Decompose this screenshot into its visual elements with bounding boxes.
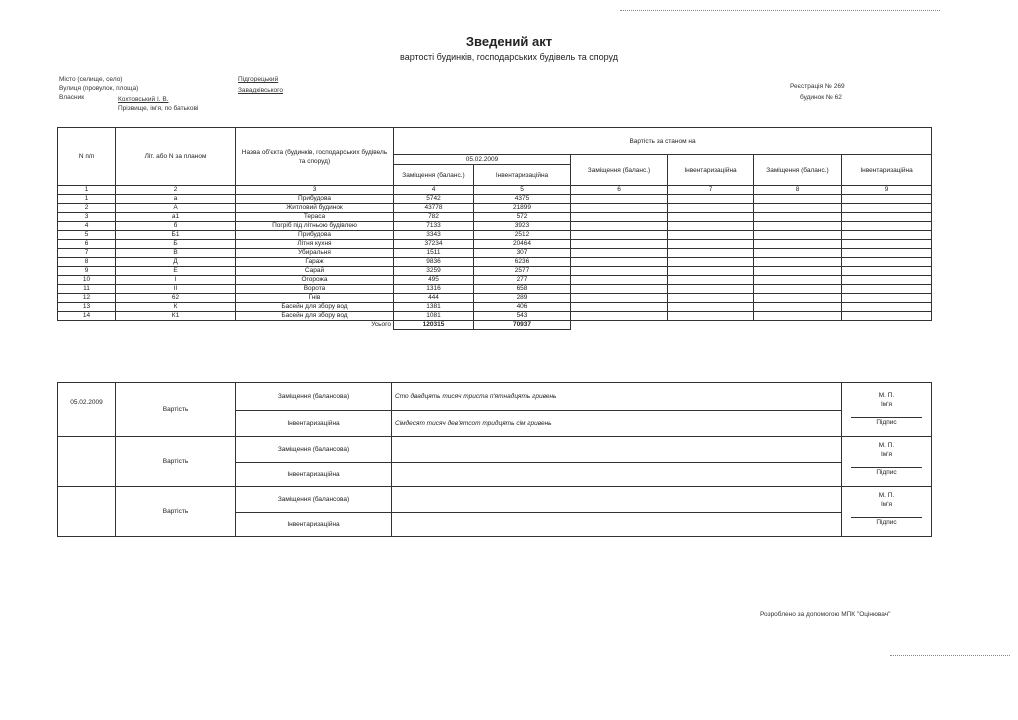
row-number: 11 [58,285,116,294]
footer-note: Розроблено за допомогою МПК "Оцінювач" [760,611,891,618]
row-empty-cell [842,195,932,204]
row-empty-cell [842,258,932,267]
row-replacement: 1316 [394,285,474,294]
row-letter: ІІ [116,285,236,294]
row-replacement: 3343 [394,231,474,240]
row-letter: Е [116,267,236,276]
building-number: будинок № 62 [800,94,842,101]
row-inventory: 2577 [474,267,571,276]
table-row [58,258,932,267]
column-number: 4 [394,186,474,195]
row-inventory: 2512 [474,231,571,240]
row-empty-cell [571,285,668,294]
row-number: 4 [58,222,116,231]
summary-i-words: Сімдесят тисяч дев'ятсот тридцять сім гривень [392,411,842,437]
row-name: Басейн для збору вод [236,303,394,312]
row-empty-cell [571,258,668,267]
summary-row-3a [58,487,932,513]
summary-row-1a [58,383,932,411]
row-number: 1 [58,195,116,204]
row-empty-cell [842,231,932,240]
row-empty-cell [571,213,668,222]
row-inventory: 406 [474,303,571,312]
col-header-z1: Заміщення (баланс.) [394,165,474,186]
row-number: 12 [58,294,116,303]
row-empty-cell [571,249,668,258]
row-empty-cell [571,222,668,231]
table-row [58,222,932,231]
stamp-sign-1: Підпис [876,419,897,426]
row-number: 7 [58,249,116,258]
row-letter: А [116,204,236,213]
column-number: 8 [754,186,842,195]
row-empty-cell [842,303,932,312]
table-row [58,240,932,249]
row-empty-cell [754,249,842,258]
street-value: Завадківського [238,87,284,94]
row-letter: 62 [116,294,236,303]
owner-name-caption: Прізвище, ім'я, по батькові [118,105,199,112]
row-inventory: 658 [474,285,571,294]
row-empty-cell [842,240,932,249]
stamp-mp-2: М. П. [878,442,895,449]
total-row [58,321,932,330]
column-numbers-row [58,186,932,195]
row-empty-cell [754,231,842,240]
row-empty-cell [668,294,754,303]
col-header-z2: Заміщення (баланс.) [571,155,668,186]
row-number: 8 [58,258,116,267]
summary-i-label-3: Інвентаризаційна [236,513,392,537]
row-replacement: 782 [394,213,474,222]
row-empty-cell [571,276,668,285]
row-inventory: 289 [474,294,571,303]
table-row [58,267,932,276]
owner-value: Кохтовський І. В. [118,96,169,103]
row-inventory: 543 [474,312,571,321]
summary-value-label-3: Вартість [116,487,236,537]
row-letter: б [116,222,236,231]
registration-number: Реєстрація № 269 [790,83,845,90]
summary-z-label-3: Заміщення (балансова) [236,487,392,513]
row-inventory: 20464 [474,240,571,249]
column-number: 6 [571,186,668,195]
table-row [58,303,932,312]
row-number: 6 [58,240,116,249]
row-empty-cell [668,312,754,321]
row-empty-cell [668,231,754,240]
row-number: 2 [58,204,116,213]
summary-row-2a [58,437,932,463]
row-empty-cell [668,303,754,312]
row-inventory: 3923 [474,222,571,231]
row-letter: І [116,276,236,285]
row-number: 13 [58,303,116,312]
row-number: 14 [58,312,116,321]
row-replacement: 7133 [394,222,474,231]
row-empty-cell [754,213,842,222]
row-empty-cell [571,240,668,249]
row-empty-cell [754,303,842,312]
owner-label: Власник [59,94,85,101]
city-value: Підгорецький [238,76,279,83]
row-empty-cell [842,222,932,231]
row-empty-cell [668,258,754,267]
stamp-name-2: Ім'я [880,451,893,458]
row-empty-cell [842,312,932,321]
row-name: Огорожа [236,276,394,285]
table-row [58,312,932,321]
row-replacement: 37234 [394,240,474,249]
row-replacement: 1511 [394,249,474,258]
row-number: 3 [58,213,116,222]
row-empty-cell [842,267,932,276]
summary-z-words: Сто двадцять тисяч триста п'ятнадцять гривень [392,383,842,411]
row-name: Літня кухня [236,240,394,249]
stamp-sign-3: Підпис [876,519,897,526]
row-name: Прибудова [236,231,394,240]
row-empty-cell [571,195,668,204]
col-header-i2: Інвентаризаційна [668,155,754,186]
row-empty-cell [754,285,842,294]
row-empty-cell [668,213,754,222]
column-number: 7 [668,186,754,195]
column-number: 3 [236,186,394,195]
row-name: Погріб під літньою будівлею [236,222,394,231]
row-empty-cell [842,294,932,303]
row-empty-cell [668,276,754,285]
row-empty-cell [571,204,668,213]
column-number: 1 [58,186,116,195]
row-replacement: 3259 [394,267,474,276]
row-inventory: 307 [474,249,571,258]
row-letter: а [116,195,236,204]
row-empty-cell [668,249,754,258]
row-empty-cell [754,240,842,249]
row-empty-cell [842,204,932,213]
row-inventory: 4375 [474,195,571,204]
row-empty-cell [754,195,842,204]
row-empty-cell [842,285,932,294]
row-replacement: 495 [394,276,474,285]
table-row [58,231,932,240]
row-empty-cell [754,222,842,231]
row-letter: Д [116,258,236,267]
row-empty-cell [668,195,754,204]
col-header-number: N п/п [58,128,116,186]
table-row [58,276,932,285]
row-letter: Б [116,240,236,249]
stamp-mp-1: М. П. [878,392,895,399]
row-name: Гараж [236,258,394,267]
row-inventory: 572 [474,213,571,222]
table-row [58,294,932,303]
row-empty-cell [754,312,842,321]
row-inventory: 21899 [474,204,571,213]
stamp-block-1 [842,383,932,437]
row-inventory: 277 [474,276,571,285]
row-letter: К [116,303,236,312]
row-empty-cell [842,213,932,222]
table-row [58,213,932,222]
row-empty-cell [754,294,842,303]
col-header-i1: Інвентаризаційна [474,165,571,186]
summary-table [57,382,932,537]
row-name: Ворота [236,285,394,294]
row-replacement: 5742 [394,195,474,204]
row-name: Сарай [236,267,394,276]
summary-date: 05.02.2009 [58,383,116,437]
valuation-table [57,127,932,330]
col-header-z3: Заміщення (баланс.) [754,155,842,186]
row-number: 5 [58,231,116,240]
row-empty-cell [571,267,668,276]
stamp-sign-2: Підпис [876,469,897,476]
row-empty-cell [571,312,668,321]
row-empty-cell [668,285,754,294]
summary-value-label-1: Вартість [116,383,236,437]
row-empty-cell [668,240,754,249]
total-replacement: 120315 [394,321,474,330]
document-title: Зведений акт [465,34,553,49]
summary-i-label-2: Інвентаризаційна [236,463,392,487]
stamp-mp-3: М. П. [878,492,895,499]
col-header-name: Назва об'єкта (будинків, господарських будівель та споруд) [236,128,394,186]
stamp-block-2 [842,437,932,487]
row-replacement: 1381 [394,303,474,312]
column-number: 5 [474,186,571,195]
row-empty-cell [668,222,754,231]
col-header-value: Вартість за станом на [394,128,932,155]
row-empty-cell [754,258,842,267]
street-label: Вулиця (провулок, площа) [59,85,139,92]
col-header-i3: Інвентаризаційна [842,155,932,186]
scan-edge-top [620,10,940,11]
summary-z-label-2: Заміщення (балансова) [236,437,392,463]
column-number: 9 [842,186,932,195]
row-empty-cell [668,204,754,213]
row-letter: К1 [116,312,236,321]
table-row [58,195,932,204]
summary-value-label-2: Вартість [116,437,236,487]
row-replacement: 444 [394,294,474,303]
row-empty-cell [842,276,932,285]
summary-z-label-1: Заміщення (балансова) [236,383,392,411]
city-label: Місто (селище, село) [59,76,123,83]
row-number: 9 [58,267,116,276]
row-replacement: 1081 [394,312,474,321]
document-subtitle: вартості будинків, господарських будівель та споруд [400,52,618,62]
total-inventory: 70937 [474,321,571,330]
row-empty-cell [754,276,842,285]
table-row [58,204,932,213]
row-name: Басейн для збору вод [236,312,394,321]
summary-i-label-1: Інвентаризаційна [236,411,392,437]
stamp-name-1: Ім'я [880,401,893,408]
row-letter: В [116,249,236,258]
table-row [58,285,932,294]
stamp-block-3 [842,487,932,537]
row-name: Убиральня [236,249,394,258]
row-name: Прибудова [236,195,394,204]
col-header-date: 05.02.2009 [394,155,571,165]
col-header-letter: Літ. або N за планом [116,128,236,186]
row-empty-cell [571,303,668,312]
row-name: Тераса [236,213,394,222]
table-row [58,249,932,258]
row-replacement: 9836 [394,258,474,267]
row-name: Гнів [236,294,394,303]
row-empty-cell [754,204,842,213]
row-number: 10 [58,276,116,285]
row-letter: Б1 [116,231,236,240]
row-letter: а1 [116,213,236,222]
table-body [58,195,932,321]
stamp-name-3: Ім'я [880,501,893,508]
row-empty-cell [842,249,932,258]
row-empty-cell [571,294,668,303]
total-label: Усього [236,321,394,330]
scan-edge-bottom [890,655,1010,656]
row-empty-cell [571,231,668,240]
row-empty-cell [668,267,754,276]
row-name: Житловий будинок [236,204,394,213]
column-number: 2 [116,186,236,195]
row-inventory: 6236 [474,258,571,267]
row-empty-cell [754,267,842,276]
row-replacement: 43778 [394,204,474,213]
